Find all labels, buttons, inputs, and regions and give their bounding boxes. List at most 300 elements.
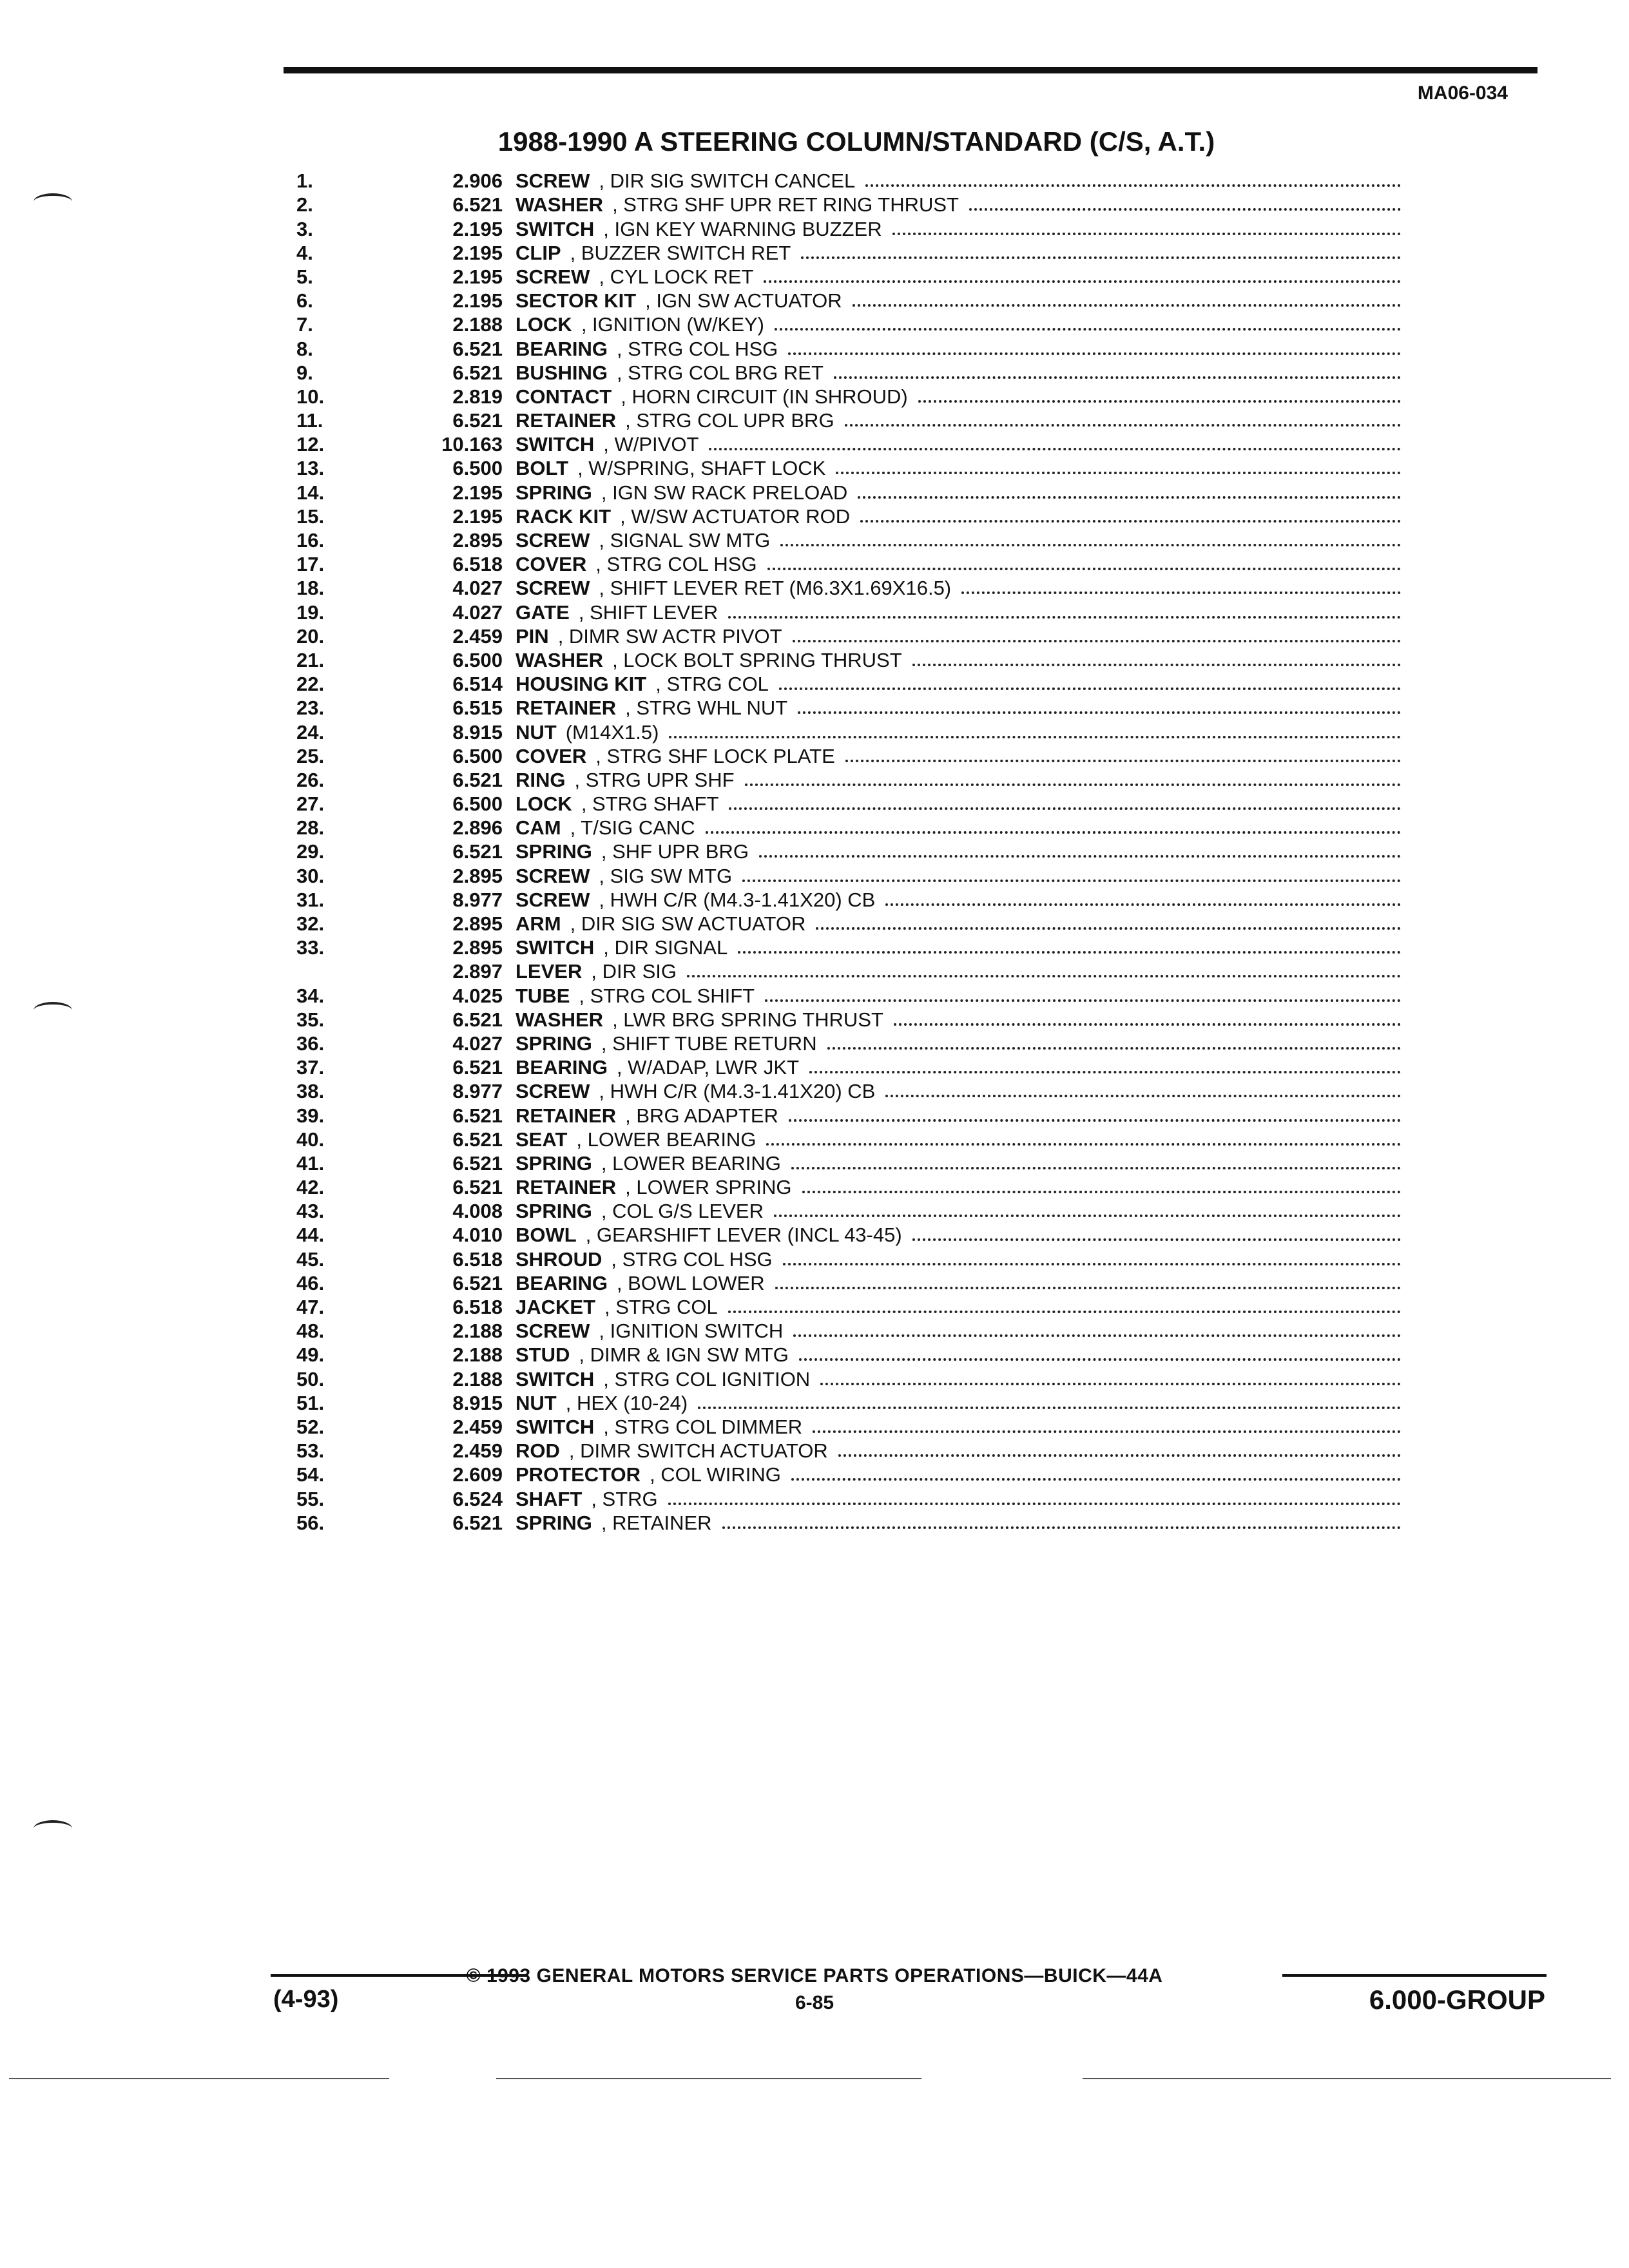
dot-leader bbox=[788, 352, 1401, 355]
part-name: BEARING bbox=[516, 1271, 608, 1294]
dot-leader bbox=[969, 208, 1401, 211]
dot-leader bbox=[775, 328, 1401, 331]
document-code: MA06-034 bbox=[1417, 82, 1508, 104]
dot-leader bbox=[709, 448, 1401, 450]
part-description: , STRG COL IGNITION bbox=[603, 1367, 811, 1390]
dot-leader bbox=[698, 1407, 1401, 1409]
dot-leader bbox=[728, 1311, 1401, 1313]
dot-leader bbox=[799, 1358, 1401, 1361]
item-number: 8. bbox=[296, 337, 313, 360]
part-name: CLIP bbox=[516, 241, 561, 264]
dot-leader bbox=[728, 616, 1401, 619]
item-number: 40. bbox=[296, 1128, 325, 1151]
part-description: , CYL LOCK RET bbox=[599, 265, 754, 288]
item-number: 34. bbox=[296, 984, 325, 1007]
part-description: , W/ADAP, LWR JKT bbox=[616, 1056, 800, 1079]
part-name: SWITCH bbox=[516, 433, 595, 456]
part-description: , STRG COL HSG bbox=[595, 553, 757, 576]
item-number: 14. bbox=[296, 481, 325, 504]
part-name: SWITCH bbox=[516, 1367, 595, 1390]
part-name: ROD bbox=[516, 1439, 560, 1463]
group-number: 2.195 bbox=[452, 289, 503, 312]
dot-leader bbox=[912, 664, 1401, 666]
part-description: , IGN KEY WARNING BUZZER bbox=[603, 217, 882, 240]
dot-leader bbox=[789, 1119, 1401, 1122]
group-number: 2.819 bbox=[452, 385, 503, 408]
group-number: 2.188 bbox=[452, 1343, 503, 1367]
bottom-rule bbox=[496, 2078, 921, 2079]
part-description: , DIR SIGNAL bbox=[603, 936, 728, 959]
list-item bbox=[296, 1175, 1405, 1199]
item-number: 15. bbox=[296, 505, 325, 528]
part-name: LEVER bbox=[516, 960, 583, 983]
list-item bbox=[296, 912, 1405, 936]
part-name: SECTOR KIT bbox=[516, 289, 637, 312]
group-number: 4.025 bbox=[452, 984, 503, 1007]
part-description: , HORN CIRCUIT (IN SHROUD) bbox=[621, 385, 908, 408]
dot-leader bbox=[961, 591, 1401, 594]
group-number: 2.188 bbox=[452, 1367, 503, 1390]
group-number: 2.895 bbox=[452, 936, 503, 959]
dot-leader bbox=[860, 520, 1401, 523]
group-number: 2.195 bbox=[452, 505, 503, 528]
item-number: 44. bbox=[296, 1224, 325, 1247]
part-name: SCREW bbox=[516, 1080, 590, 1103]
list-item bbox=[296, 1367, 1405, 1390]
page-number: 6-85 bbox=[795, 1992, 834, 2013]
part-description: , DIR SIG SWITCH CANCEL bbox=[599, 169, 856, 193]
top-rule bbox=[284, 67, 1537, 73]
part-description: , DIR SIG SW ACTUATOR bbox=[570, 912, 806, 935]
item-number: 48. bbox=[296, 1320, 325, 1343]
part-name: PIN bbox=[516, 624, 549, 648]
part-name: WASHER bbox=[516, 193, 604, 216]
list-item bbox=[296, 1247, 1405, 1271]
part-name: SPRING bbox=[516, 840, 592, 863]
part-description: , IGNITION SWITCH bbox=[599, 1320, 784, 1343]
group-number: 6.518 bbox=[452, 1296, 503, 1318]
part-description: , LOWER SPRING bbox=[625, 1176, 792, 1199]
part-name: NUT bbox=[516, 1391, 557, 1414]
part-name: BEARING bbox=[516, 1056, 608, 1079]
part-name: NUT bbox=[516, 720, 557, 744]
list-item bbox=[296, 863, 1405, 887]
part-description: , SIGNAL SW MTG bbox=[599, 529, 771, 552]
item-number: 35. bbox=[296, 1008, 325, 1031]
item-number: 17. bbox=[296, 553, 325, 576]
group-number: 6.521 bbox=[452, 337, 503, 360]
list-item bbox=[296, 1391, 1405, 1415]
part-description: , LOWER BEARING bbox=[576, 1128, 757, 1151]
part-description: , STRG SHAFT bbox=[581, 793, 719, 816]
group-number: 6.521 bbox=[452, 409, 503, 432]
item-number: 37. bbox=[296, 1056, 325, 1079]
dot-leader bbox=[729, 807, 1401, 810]
item-number: 28. bbox=[296, 816, 325, 840]
list-item bbox=[296, 983, 1405, 1007]
dot-leader bbox=[885, 903, 1401, 906]
list-item bbox=[296, 840, 1405, 863]
part-description: , DIMR SWITCH ACTUATOR bbox=[568, 1439, 828, 1463]
item-number: 22. bbox=[296, 673, 325, 696]
part-name: LOCK bbox=[516, 313, 572, 336]
list-item bbox=[296, 289, 1405, 312]
group-number: 6.500 bbox=[452, 744, 503, 767]
item-number: 3. bbox=[296, 217, 313, 240]
part-name: SCREW bbox=[516, 169, 590, 193]
item-number: 54. bbox=[296, 1463, 325, 1486]
part-name: SPRING bbox=[516, 1151, 592, 1175]
bottom-rule bbox=[1083, 2078, 1611, 2079]
group-number: 6.521 bbox=[452, 768, 503, 791]
group-number: 4.008 bbox=[452, 1200, 503, 1223]
part-name: SCREW bbox=[516, 577, 590, 600]
dot-leader bbox=[764, 280, 1401, 283]
item-number: 32. bbox=[296, 912, 325, 935]
group-number: 2.188 bbox=[452, 1320, 503, 1343]
dot-leader bbox=[780, 544, 1401, 546]
item-number: 55. bbox=[296, 1487, 325, 1510]
part-description: , SHF UPR BRG bbox=[601, 840, 749, 863]
dot-leader bbox=[687, 975, 1401, 977]
list-item bbox=[296, 1271, 1405, 1295]
dot-leader bbox=[669, 736, 1401, 738]
part-name: CAM bbox=[516, 816, 561, 840]
dot-leader bbox=[738, 951, 1401, 954]
list-item bbox=[296, 361, 1405, 385]
group-number: 2.195 bbox=[452, 481, 503, 504]
item-number: 24. bbox=[296, 720, 325, 744]
list-item bbox=[296, 1295, 1405, 1319]
dot-leader bbox=[745, 783, 1401, 786]
part-description: , W/SW ACTUATOR ROD bbox=[620, 505, 851, 528]
part-name: SPRING bbox=[516, 1032, 592, 1055]
list-item bbox=[296, 1439, 1405, 1463]
group-number: 2.906 bbox=[452, 169, 503, 193]
group-number: 10.163 bbox=[441, 433, 503, 456]
group-number: 2.895 bbox=[452, 529, 503, 552]
part-description: , HEX (10-24) bbox=[565, 1391, 688, 1414]
list-item bbox=[296, 456, 1405, 480]
list-item bbox=[296, 312, 1405, 336]
group-number: 8.915 bbox=[452, 720, 503, 744]
part-name: CONTACT bbox=[516, 385, 612, 408]
part-description: , BOWL LOWER bbox=[616, 1271, 765, 1294]
group-number: 2.895 bbox=[452, 864, 503, 887]
part-description: , STRG COL bbox=[655, 673, 769, 696]
part-description: , DIR SIG bbox=[591, 960, 677, 983]
item-number: 42. bbox=[296, 1176, 325, 1199]
dot-leader bbox=[767, 568, 1401, 570]
dot-leader bbox=[668, 1503, 1401, 1505]
list-item bbox=[296, 744, 1405, 768]
list-item bbox=[296, 1103, 1405, 1127]
part-description: , LOCK BOLT SPRING THRUST bbox=[612, 648, 902, 671]
part-description: , STRG UPR SHF bbox=[574, 768, 735, 791]
part-description: , SHIFT LEVER bbox=[578, 601, 718, 624]
list-item bbox=[296, 792, 1405, 816]
parts-list bbox=[296, 169, 1405, 1535]
list-item bbox=[296, 816, 1405, 840]
part-name: GATE bbox=[516, 601, 570, 624]
item-number: 7. bbox=[296, 313, 313, 336]
part-name: SEAT bbox=[516, 1128, 568, 1151]
item-number: 49. bbox=[296, 1343, 325, 1367]
list-item bbox=[296, 1128, 1405, 1151]
part-name: HOUSING KIT bbox=[516, 673, 647, 696]
part-name: SPRING bbox=[516, 1511, 592, 1534]
part-name: BOWL bbox=[516, 1224, 577, 1247]
item-number: 56. bbox=[296, 1511, 325, 1534]
dot-leader bbox=[858, 496, 1401, 499]
list-item bbox=[296, 265, 1405, 289]
list-item bbox=[296, 720, 1405, 744]
list-item bbox=[296, 1199, 1405, 1223]
list-item bbox=[296, 888, 1405, 912]
part-name: SCREW bbox=[516, 265, 590, 288]
dot-leader bbox=[793, 1334, 1401, 1337]
dot-leader bbox=[742, 879, 1401, 882]
part-description: , STRG COL DIMMER bbox=[603, 1415, 803, 1438]
part-description: , BUZZER SWITCH RET bbox=[570, 241, 791, 264]
dot-leader bbox=[853, 304, 1401, 307]
dot-leader bbox=[801, 256, 1401, 259]
list-item bbox=[296, 552, 1405, 576]
item-number: 51. bbox=[296, 1391, 325, 1414]
dot-leader bbox=[759, 855, 1401, 858]
part-description: , STRG COL HSG bbox=[611, 1247, 773, 1271]
list-item bbox=[296, 385, 1405, 408]
group-number: 6.521 bbox=[452, 1008, 503, 1031]
item-number: 10. bbox=[296, 385, 325, 408]
dot-leader bbox=[791, 1167, 1401, 1169]
list-item bbox=[296, 169, 1405, 193]
dot-leader bbox=[912, 1238, 1401, 1241]
group-number: 2.459 bbox=[452, 1415, 503, 1438]
dot-leader bbox=[865, 184, 1401, 187]
list-item bbox=[296, 600, 1405, 624]
part-name: SPRING bbox=[516, 481, 592, 504]
group-number: 6.521 bbox=[452, 1056, 503, 1079]
dot-leader bbox=[722, 1526, 1401, 1529]
group-number: 4.027 bbox=[452, 1032, 503, 1055]
item-number: 45. bbox=[296, 1247, 325, 1271]
group-number: 2.195 bbox=[452, 265, 503, 288]
punch-mark bbox=[34, 1002, 72, 1019]
item-number: 46. bbox=[296, 1271, 325, 1294]
dot-leader bbox=[779, 687, 1401, 690]
dot-leader bbox=[820, 1383, 1401, 1385]
list-item bbox=[296, 241, 1405, 265]
part-name: TUBE bbox=[516, 984, 570, 1007]
list-item bbox=[296, 1032, 1405, 1055]
part-description: , W/SPRING, SHAFT LOCK bbox=[577, 457, 826, 480]
item-number: 33. bbox=[296, 936, 325, 959]
dot-leader bbox=[827, 1047, 1401, 1050]
part-name: SWITCH bbox=[516, 217, 595, 240]
part-name: SHAFT bbox=[516, 1487, 583, 1510]
group-number: 6.521 bbox=[452, 1271, 503, 1294]
part-description: , STRG COL SHIFT bbox=[579, 984, 755, 1007]
item-number: 2. bbox=[296, 193, 313, 216]
part-name: LOCK bbox=[516, 793, 572, 816]
part-description: , HWH C/R (M4.3-1.41X20) CB bbox=[599, 888, 876, 911]
group-number: 6.500 bbox=[452, 793, 503, 816]
part-description: , IGN SW RACK PRELOAD bbox=[601, 481, 848, 504]
part-name: STUD bbox=[516, 1343, 570, 1367]
list-item bbox=[296, 1151, 1405, 1175]
list-item bbox=[296, 1343, 1405, 1367]
list-item bbox=[296, 505, 1405, 528]
item-number: 9. bbox=[296, 361, 313, 384]
item-number: 21. bbox=[296, 648, 325, 671]
list-item bbox=[296, 672, 1405, 696]
dot-leader bbox=[918, 400, 1401, 403]
part-name: SWITCH bbox=[516, 936, 595, 959]
list-item bbox=[296, 528, 1405, 552]
group-number: 8.977 bbox=[452, 888, 503, 911]
dot-leader bbox=[706, 831, 1401, 834]
part-description: , STRG COL HSG bbox=[616, 337, 778, 360]
list-item bbox=[296, 768, 1405, 792]
list-item bbox=[296, 1415, 1405, 1439]
group-number: 6.000-GROUP bbox=[1369, 1984, 1545, 2015]
item-number: 50. bbox=[296, 1367, 325, 1390]
part-description: , STRG COL UPR BRG bbox=[625, 409, 834, 432]
dot-leader bbox=[838, 1454, 1401, 1457]
group-number: 8.915 bbox=[452, 1391, 503, 1414]
item-number: 1. bbox=[296, 169, 313, 193]
item-number: 16. bbox=[296, 529, 325, 552]
item-number: 29. bbox=[296, 840, 325, 863]
group-number: 6.521 bbox=[452, 1176, 503, 1199]
group-number: 2.195 bbox=[452, 217, 503, 240]
list-item bbox=[296, 1079, 1405, 1103]
part-name: RACK KIT bbox=[516, 505, 612, 528]
item-number: 5. bbox=[296, 265, 313, 288]
part-description: , BRG ADAPTER bbox=[625, 1104, 778, 1127]
list-item bbox=[296, 336, 1405, 360]
part-description: , DIMR & IGN SW MTG bbox=[579, 1343, 789, 1367]
part-name: JACKET bbox=[516, 1296, 596, 1318]
group-number: 6.521 bbox=[452, 361, 503, 384]
part-name: WASHER bbox=[516, 1008, 604, 1031]
copyright-notice: © 1993 GENERAL MOTORS SERVICE PARTS OPERATIONS—BUICK—44A bbox=[466, 1965, 1163, 1986]
dot-leader bbox=[798, 711, 1401, 714]
item-number: 39. bbox=[296, 1104, 325, 1127]
part-name: COVER bbox=[516, 744, 587, 767]
list-item bbox=[296, 1223, 1405, 1247]
item-number: 30. bbox=[296, 864, 325, 887]
group-number: 2.897 bbox=[452, 960, 503, 983]
part-name: PROTECTOR bbox=[516, 1463, 641, 1486]
list-item bbox=[296, 576, 1405, 600]
part-description: , STRG SHF LOCK PLATE bbox=[595, 744, 835, 767]
revision-date: (4-93) bbox=[273, 1986, 339, 2013]
group-number: 6.521 bbox=[452, 1511, 503, 1534]
list-item bbox=[296, 193, 1405, 216]
part-description: , HWH C/R (M4.3-1.41X20) CB bbox=[599, 1080, 876, 1103]
part-name: RETAINER bbox=[516, 1176, 617, 1199]
part-name: WASHER bbox=[516, 648, 604, 671]
item-number: 27. bbox=[296, 793, 325, 816]
group-number: 4.010 bbox=[452, 1224, 503, 1247]
group-number: 6.515 bbox=[452, 697, 503, 720]
part-name: SHROUD bbox=[516, 1247, 602, 1271]
item-number: 43. bbox=[296, 1200, 325, 1223]
list-item bbox=[296, 959, 1405, 983]
group-number: 6.521 bbox=[452, 1104, 503, 1127]
dot-leader bbox=[836, 472, 1401, 474]
part-name: RING bbox=[516, 768, 566, 791]
list-item bbox=[296, 480, 1405, 504]
list-item bbox=[296, 216, 1405, 240]
part-description: , W/PIVOT bbox=[603, 433, 699, 456]
dot-leader bbox=[834, 376, 1401, 379]
item-number: 47. bbox=[296, 1296, 325, 1318]
list-item bbox=[296, 1055, 1405, 1079]
part-name: SCREW bbox=[516, 888, 590, 911]
list-item bbox=[296, 1319, 1405, 1343]
part-name: BOLT bbox=[516, 457, 569, 480]
dot-leader bbox=[774, 1215, 1401, 1217]
part-name: BEARING bbox=[516, 337, 608, 360]
dot-leader bbox=[793, 640, 1401, 642]
part-description: (M14X1.5) bbox=[565, 720, 659, 744]
item-number: 23. bbox=[296, 697, 325, 720]
item-number: 11. bbox=[296, 409, 323, 432]
group-number: 6.518 bbox=[452, 553, 503, 576]
part-name: ARM bbox=[516, 912, 561, 935]
item-number: 25. bbox=[296, 744, 325, 767]
dot-leader bbox=[765, 999, 1401, 1002]
group-number: 6.521 bbox=[452, 193, 503, 216]
item-number: 41. bbox=[296, 1151, 325, 1175]
dot-leader bbox=[802, 1191, 1401, 1193]
part-name: SWITCH bbox=[516, 1415, 595, 1438]
punch-mark bbox=[34, 193, 72, 210]
list-item bbox=[296, 648, 1405, 672]
group-number: 6.521 bbox=[452, 1128, 503, 1151]
page-title: 1988-1990 A STEERING COLUMN/STANDARD (C/S, A.T.) bbox=[497, 126, 1215, 157]
part-description: , T/SIG CANC bbox=[570, 816, 695, 840]
group-number: 2.459 bbox=[452, 1439, 503, 1463]
list-item bbox=[296, 1008, 1405, 1032]
group-number: 6.500 bbox=[452, 457, 503, 480]
group-number: 6.521 bbox=[452, 840, 503, 863]
dot-leader bbox=[775, 1287, 1401, 1289]
item-number: 6. bbox=[296, 289, 313, 312]
part-description: , IGNITION (W/KEY) bbox=[581, 313, 764, 336]
list-item bbox=[296, 936, 1405, 959]
part-name: RETAINER bbox=[516, 409, 617, 432]
punch-mark bbox=[34, 1820, 72, 1837]
group-number: 4.027 bbox=[452, 601, 503, 624]
part-description: , SIG SW MTG bbox=[599, 864, 733, 887]
dot-leader bbox=[791, 1478, 1401, 1481]
group-number: 2.609 bbox=[452, 1463, 503, 1486]
list-item bbox=[296, 1486, 1405, 1510]
dot-leader bbox=[894, 1023, 1401, 1026]
part-description: , GEARSHIFT LEVER (INCL 43-45) bbox=[585, 1224, 902, 1247]
part-description: , COL WIRING bbox=[650, 1463, 781, 1486]
dot-leader bbox=[885, 1095, 1401, 1097]
item-number: 38. bbox=[296, 1080, 325, 1103]
dot-leader bbox=[809, 1071, 1401, 1073]
group-number: 6.500 bbox=[452, 648, 503, 671]
part-name: SPRING bbox=[516, 1200, 592, 1223]
part-description: , STRG bbox=[591, 1487, 658, 1510]
